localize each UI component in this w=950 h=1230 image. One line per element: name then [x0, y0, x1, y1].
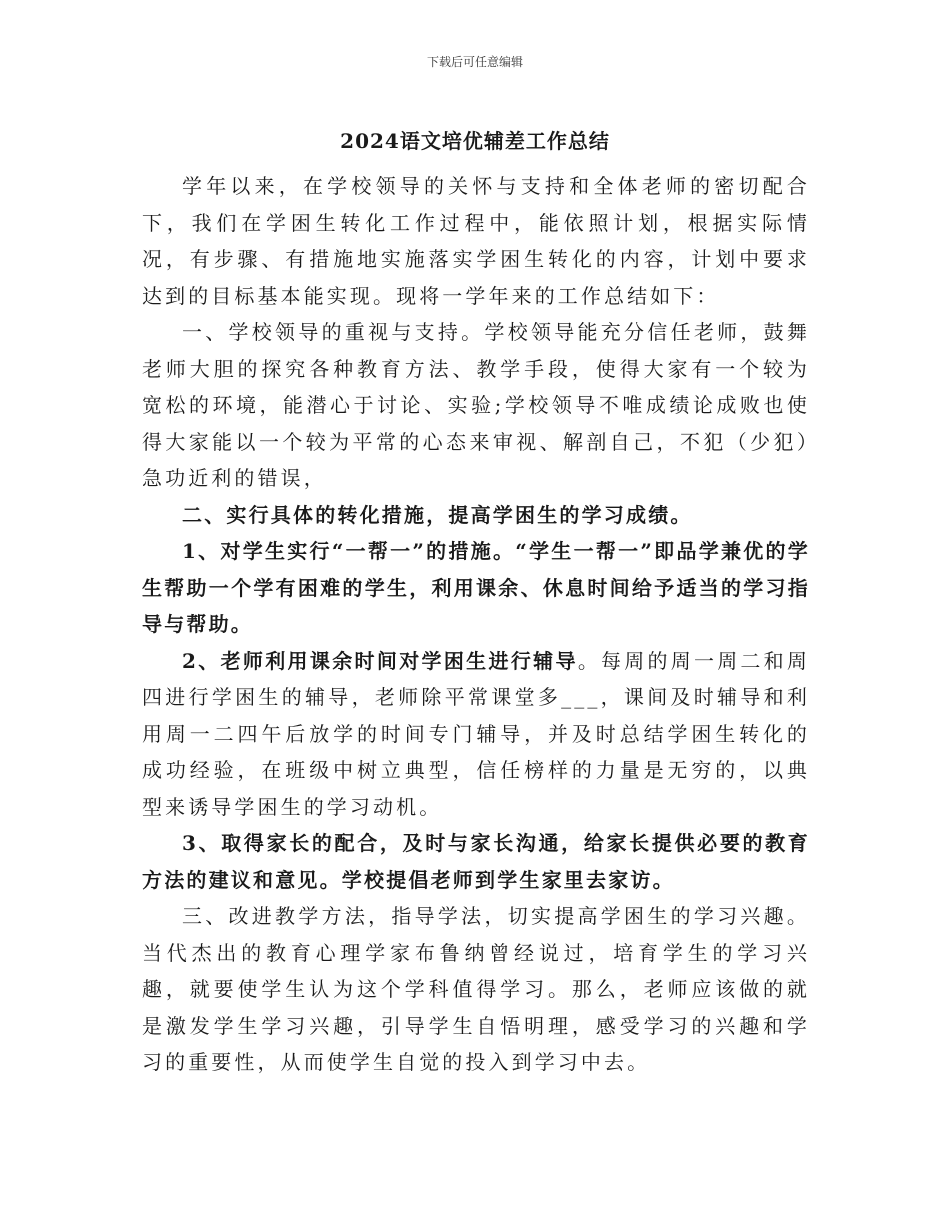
paragraph-lead: 2、老师利用课余时间对学困生进行辅导 [182, 648, 578, 673]
paragraph-after-class-tutoring [142, 643, 810, 826]
header-note: 下载后可任意编辑 [426, 55, 523, 69]
section-heading-measures: 二、实行具体的转化措施，提高学困生的学习成绩。 [182, 502, 693, 527]
document-body [142, 168, 810, 1081]
paragraph-leadership-support: 一、学校领导的重视与支持。学校领导能充分信任老师，鼓舞老师大胆的探究各种教育方法、教学手段，使得大家有一个较为宽松的环境，能潜心于讨论、实验;学校领导不唯成绩论成败也使得大家能以一个较为平常的心态来审视、解剖自己，不犯（少犯）急功近利的错误， [142, 320, 810, 490]
paragraph-parent-cooperation: 3、取得家长的配合，及时与家长沟通，给家长提供必要的教育方法的建议和意见。学校提倡老师到学生家里去家访。 [142, 831, 810, 892]
paragraph-rest: 。每周的周一周二和周四进行学困生的辅导，老师除平常课堂多___，课间及时辅导和利用周一二四午后放学的时间专门辅导，并及时总结学困生转化的成功经验，在班级中树立典型，信任榜样的力量是无穷的，以典型来诱导学困生的学习动机。 [142, 648, 810, 819]
document-title: 2024语文培优辅差工作总结 [340, 129, 610, 153]
paragraph-intro: 学年以来，在学校领导的关怀与支持和全体老师的密切配合下，我们在学困生转化工作过程中，能依照计划，根据实际情况，有步骤、有措施地实施落实学困生转化的内容，计划中要求达到的目标基本能实现。现将一学年来的工作总结如下： [142, 174, 810, 308]
paragraph-teaching-methods: 三、改进教学方法，指导学法，切实提高学困生的学习兴趣。当代杰出的教育心理学家布鲁纳曾经说过，培育学生的学习兴趣，就要使学生认为这个学科值得学习。那么，老师应该做的就是激发学生学习兴趣，引导学生自悟明理，感受学习的兴趣和学习的重要性，从而使学生自觉的投入到学习中去。 [142, 904, 810, 1074]
paragraph-one-on-one: 1、对学生实行“一帮一”的措施。“学生一帮一”即品学兼优的学生帮助一个学有困难的学生，利用课余、休息时间给予适当的学习指导与帮助。 [142, 539, 810, 636]
